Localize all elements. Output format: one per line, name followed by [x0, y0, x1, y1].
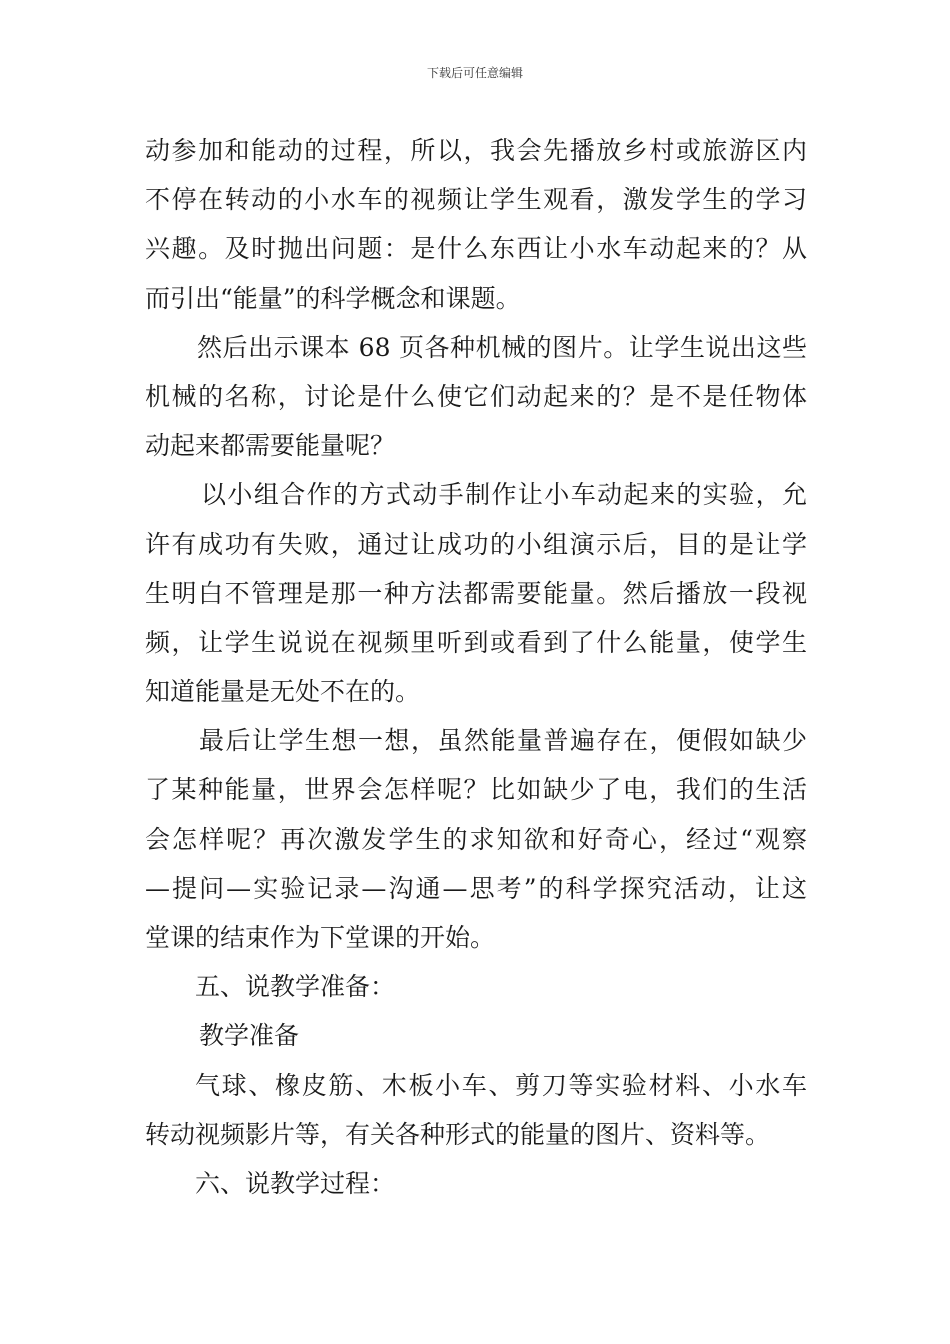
text-line: 兴趣。及时抛出问题：是什么东西让小水车动起来的？从 [145, 234, 807, 264]
text-line: 堂课的结束作为下堂课的开始。 [145, 923, 496, 952]
text-line: 六、说教学过程： [195, 1168, 396, 1198]
text-line: 知道能量是无处不在的。 [145, 677, 421, 707]
text-line: 气球、橡皮筋、木板小车、剪刀等实验材料、小水车 [195, 1070, 807, 1100]
document-body [145, 126, 807, 1208]
text-line: 频，让学生说说在视频里听到或看到了什么能量，使学生 [145, 627, 807, 657]
section-heading-5 [145, 962, 807, 1011]
section-heading-6 [145, 1159, 807, 1208]
paragraph-3 [145, 470, 807, 716]
page-header: 下载后可任意编辑 [426, 66, 523, 80]
text-line: —提问—实验记录—沟通—思考”的科学探究活动，让这 [145, 873, 807, 903]
paragraph-2 [145, 323, 807, 471]
text-line: 转动视频影片等，有关各种形式的能量的图片、资料等。 [145, 1119, 771, 1149]
text-line: 动参加和能动的过程，所以，我会先播放乡村或旅游区内 [145, 136, 807, 165]
text-line: 五、说教学准备： [195, 972, 396, 1002]
subheading-teaching-prep [145, 1011, 807, 1060]
text-line: 然后出示课本 68 页各种机械的图片。让学生说出这些 [197, 332, 807, 362]
text-line: 动起来都需要能量呢？ [145, 431, 396, 461]
text-line: 以小组合作的方式动手制作让小车动起来的实验，允 [201, 480, 807, 510]
paragraph-1 [145, 126, 807, 323]
text-line: 会怎样呢？再次激发学生的求知欲和好奇心，经过“观察 [145, 824, 807, 854]
text-line: 生明白不管理是那一种方法都需要能量。然后播放一段视 [145, 578, 807, 608]
text-line: 不停在转动的小水车的视频让学生观看，激发学生的学习 [145, 185, 807, 215]
text-line: 许有成功有失败，通过让成功的小组演示后，目的是让学 [145, 529, 807, 559]
text-line: 最后让学生想一想，虽然能量普遍存在，便假如缺少 [199, 726, 807, 756]
text-line: 机械的名称，讨论是什么使它们动起来的？是不是任物体 [145, 381, 807, 411]
text-line: 教学准备 [199, 1021, 300, 1051]
text-line: 了某种能量，世界会怎样呢？比如缺少了电，我们的生活 [145, 775, 807, 805]
text-line: 而引出“能量”的科学概念和课题。 [145, 283, 521, 313]
paragraph-materials [145, 1061, 807, 1159]
paragraph-4 [145, 716, 807, 962]
